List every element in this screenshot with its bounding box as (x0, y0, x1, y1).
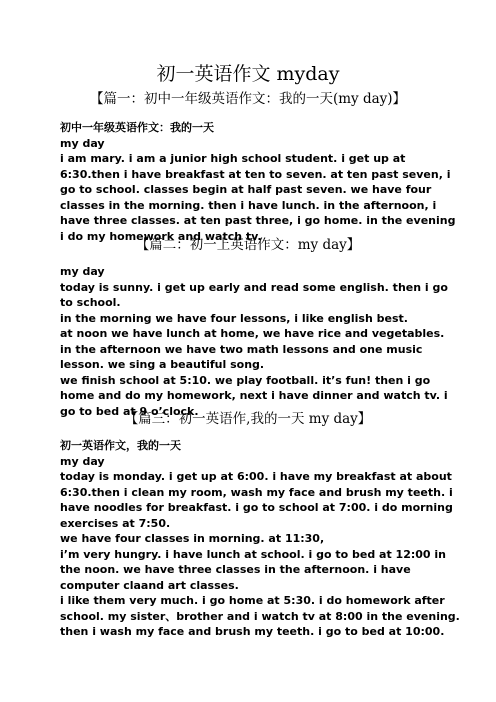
body-line: 初中一年级英语作文：我的一天 (60, 121, 214, 134)
body-line: the noon. we have three classes in the afternoon. i have (60, 563, 411, 576)
body-line: i like them very much. i go home at 5:30. i do homework after (60, 594, 445, 607)
body-line: have noodles for breakfast. i go to school at 7:00. i do morning (60, 501, 453, 514)
body-line: i’m very hungry. i have lunch at school. i go to bed at 12:00 in (60, 547, 446, 561)
body-line: today is sunny. i get up early and read some english. then i go (60, 280, 448, 294)
body-line: school. my sister、brother and i watch tv at 8:00 in the evening. (60, 609, 460, 623)
body-line: at noon we have lunch at home, we have rice and vegetables. (60, 327, 445, 340)
body-line: we finish school at 5:10. we play football. it’s fun! then i go (60, 373, 431, 387)
body-line: my day (60, 136, 105, 150)
body-line: have three classes. at ten past three, i go home. in the evening (60, 214, 456, 227)
body-line: today is monday. i get up at 6:00. i have my breakfast at about (60, 470, 452, 483)
body-line: i do my homework and watch tv. (60, 229, 262, 243)
body-line: my day (60, 265, 105, 278)
section-body-3 (60, 438, 460, 640)
body-line: 初一英语作文，我的一天 (60, 439, 181, 452)
body-line: to school. (60, 296, 121, 309)
body-line: my day (60, 454, 105, 468)
body-line: 6:30.then i have breakfast at ten to seven. at ten past seven, i (60, 167, 451, 181)
body-line: in the afternoon we have two math lessons and one music (60, 342, 423, 356)
body-line: computer claand art classes. (60, 578, 239, 592)
body-line: classes in the morning. then i have lunch. in the afternoon, i (60, 198, 437, 212)
section-body-1 (60, 120, 456, 244)
body-line: go to bed at 9 o’clock. (60, 404, 199, 418)
section-heading-1: 【篇一：初中一年级英语作文：我的一天(my day)】 (89, 91, 407, 107)
section-heading-2: 【篇二：初一上英语作文：my day】 (135, 237, 361, 253)
body-line: 6:30.then i clean my room, wash my face and brush my teeth. i (60, 485, 453, 499)
body-line: exercises at 7:50. (60, 516, 171, 530)
document-title: 初一英语作文 myday (156, 63, 340, 85)
body-line: home and do my homework, next i have dinner and watch tv. i (60, 389, 448, 402)
body-line: go to school. classes begin at half past seven. we have four (60, 183, 432, 196)
body-line: in the morning we have four lessons, i like english best. (60, 311, 408, 325)
section-body-2 (60, 264, 448, 419)
body-line: i am mary. i am a junior high school student. i get up at (60, 152, 406, 165)
body-line: then i wash my face and brush my teeth. i go to bed at 10:00. (60, 625, 445, 638)
body-line: lesson. we sing a beautiful song. (60, 358, 265, 371)
section-heading-3: 【篇三：初一英语作,我的一天 my day】 (124, 411, 372, 427)
body-line: we have four classes in morning. at 11:30, (60, 532, 325, 545)
